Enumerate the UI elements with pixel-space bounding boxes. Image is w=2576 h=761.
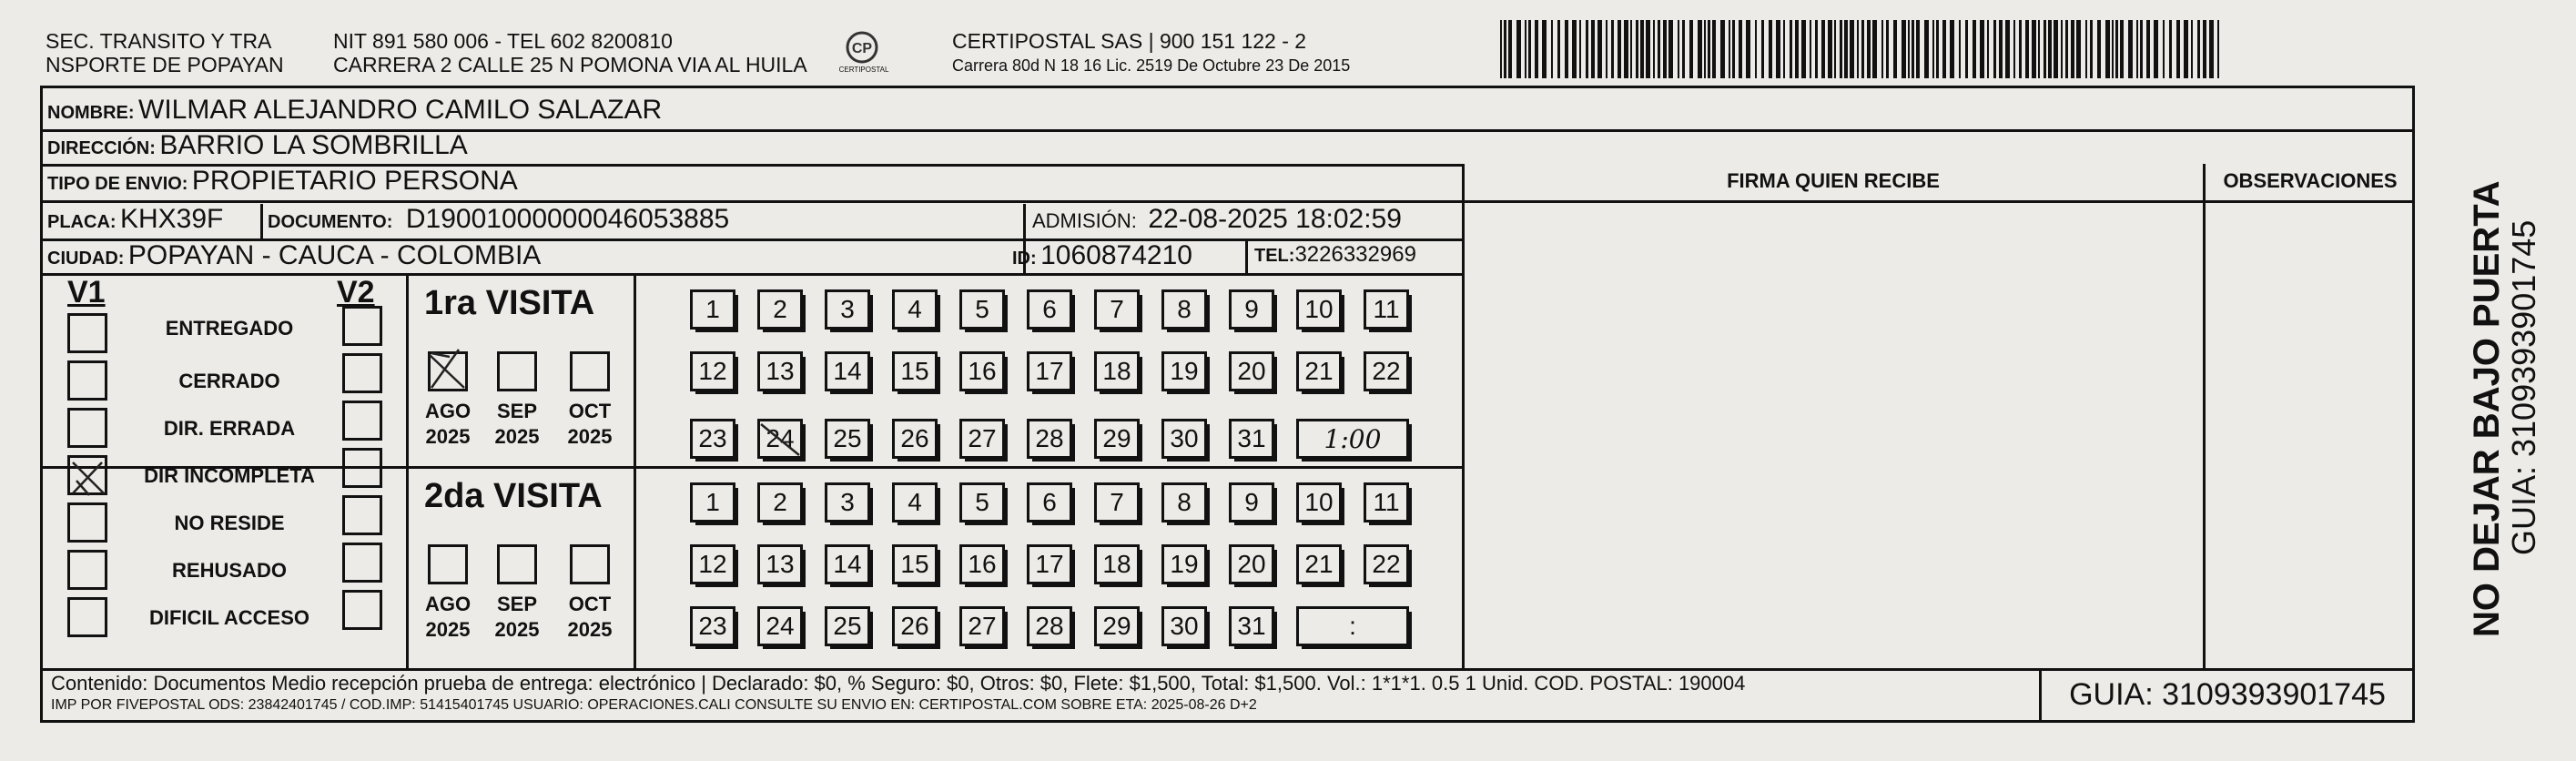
time-box[interactable]: : <box>1296 606 1409 646</box>
name-row <box>47 95 662 126</box>
plate-cell <box>47 204 223 235</box>
day-box[interactable]: 28 <box>1027 419 1072 459</box>
reason-label: DIFICIL ACCESO <box>148 606 309 629</box>
day-box[interactable]: 13 <box>757 544 803 584</box>
year-label: 2025 <box>567 425 613 448</box>
day-box[interactable]: 13 <box>757 351 803 391</box>
v1-checkbox[interactable] <box>67 502 107 543</box>
month-label: OCT <box>568 593 612 615</box>
day-box[interactable]: 8 <box>1161 482 1207 523</box>
day-box[interactable]: 8 <box>1161 289 1207 330</box>
day-box[interactable]: 1 <box>690 482 735 523</box>
day-box[interactable]: 21 <box>1296 544 1342 584</box>
month-label: OCT <box>568 400 612 422</box>
day-box[interactable]: 6 <box>1027 482 1072 523</box>
observations-header: OBSERVACIONES <box>2223 169 2398 192</box>
day-box[interactable]: 23 <box>690 606 735 646</box>
day-box[interactable]: 19 <box>1161 351 1207 391</box>
year-label: 2025 <box>425 618 471 641</box>
logo-text: CERTIPOSTAL <box>838 66 889 74</box>
content-line: Contenido: Documentos Medio recepción prueba de entrega: electrónico | Declarado: $0, % Seguro: $0, Otros: $0, Flete: $1,500, Total: $1,500. Vol.: 1*1*1. 0.5 1 Unid. COD. POSTAL: 190004 <box>51 672 1746 695</box>
day-box[interactable]: 15 <box>892 544 938 584</box>
company-line: CERTIPOSTAL SAS | 900 151 122 - 2 <box>952 29 1307 53</box>
document-label: DOCUMENTO: <box>268 212 393 232</box>
reason-label: DIR INCOMPLETA <box>144 464 315 487</box>
city-value: POPAYAN - CAUCA - COLOMBIA <box>127 240 542 270</box>
id-cell <box>1012 240 1192 271</box>
second-visit-title: 2da VISITA <box>424 477 603 515</box>
day-box[interactable]: 12 <box>690 544 735 584</box>
day-box[interactable]: 14 <box>825 351 870 391</box>
v2-header: V2 <box>337 275 375 309</box>
strike-mark-icon <box>756 417 806 462</box>
day-box[interactable]: 27 <box>959 606 1005 646</box>
type-row <box>47 166 518 197</box>
plate-label: PLACA: <box>47 212 117 232</box>
recipient-address: BARRIO LA SOMBRILLA <box>159 130 468 160</box>
check-mark-icon <box>422 344 473 395</box>
month-label: SEP <box>496 593 538 615</box>
day-box[interactable]: 5 <box>959 289 1005 330</box>
day-box[interactable]: 24 <box>757 606 803 646</box>
v2-checkbox[interactable] <box>342 353 382 393</box>
admission-label: ADMISIÓN: <box>1032 209 1137 232</box>
month-checkbox[interactable] <box>570 351 610 391</box>
day-box[interactable]: 1 <box>690 289 735 330</box>
day-box[interactable]: 17 <box>1027 544 1072 584</box>
day-box[interactable]: 10 <box>1296 289 1342 330</box>
v2-checkbox[interactable] <box>342 306 382 346</box>
svg-text:CP: CP <box>851 41 873 56</box>
license-line: Carrera 80d N 18 16 Lic. 2519 De Octubre 23 De 2015 <box>952 56 1351 75</box>
day-box[interactable]: 27 <box>959 419 1005 459</box>
address-line: CARRERA 2 CALLE 25 N POMONA VIA AL HUILA <box>333 53 807 76</box>
month-checkbox[interactable] <box>497 351 537 391</box>
day-box[interactable]: 15 <box>892 351 938 391</box>
document-value: D19001000000046053885 <box>405 204 730 234</box>
day-box[interactable]: 21 <box>1296 351 1342 391</box>
reason-label: NO RESIDE <box>174 512 285 534</box>
day-box[interactable]: 18 <box>1094 351 1140 391</box>
type-label: TIPO DE ENVIO: <box>47 174 188 194</box>
sender-line-1: SEC. TRANSITO Y TRA <box>46 29 272 53</box>
day-box[interactable]: 30 <box>1161 419 1207 459</box>
city-label: CIUDAD: <box>47 249 125 269</box>
day-box[interactable]: 12 <box>690 351 735 391</box>
day-box[interactable]: 25 <box>825 606 870 646</box>
day-box[interactable]: 16 <box>959 351 1005 391</box>
nit-line: NIT 891 580 006 - TEL 602 8200810 <box>333 29 673 53</box>
day-box[interactable]: 6 <box>1027 289 1072 330</box>
reason-label: DIR. ERRADA <box>163 417 296 440</box>
reason-label: REHUSADO <box>172 559 287 582</box>
day-box[interactable]: 23 <box>690 419 735 459</box>
day-box[interactable]: 3 <box>825 482 870 523</box>
v2-checkbox[interactable] <box>342 495 382 535</box>
day-box[interactable]: 30 <box>1161 606 1207 646</box>
v1-header: V1 <box>67 275 106 309</box>
sender-line-2: NSPORTE DE POPAYAN <box>46 53 284 76</box>
side-text <box>2421 100 2542 637</box>
first-visit-title: 1ra VISITA <box>424 284 595 322</box>
v1-checkbox[interactable] <box>67 408 107 448</box>
day-box[interactable]: 28 <box>1027 606 1072 646</box>
v2-checkbox[interactable] <box>342 401 382 441</box>
reason-label: CERRADO <box>178 370 280 392</box>
tel-label: TEL: <box>1254 246 1295 266</box>
address-label: DIRECCIÓN: <box>47 138 156 158</box>
v1-checkbox[interactable] <box>67 360 107 401</box>
day-box[interactable]: 20 <box>1229 351 1274 391</box>
name-label: NOMBRE: <box>47 103 135 123</box>
year-label: 2025 <box>494 425 540 448</box>
tel-cell <box>1254 242 1416 268</box>
day-box[interactable]: 29 <box>1094 606 1140 646</box>
day-box[interactable]: 26 <box>892 419 938 459</box>
day-box[interactable]: 7 <box>1094 482 1140 523</box>
admission-value: 22-08-2025 18:02:59 <box>1148 204 1402 234</box>
id-value: 1060874210 <box>1040 240 1192 270</box>
v1-checkbox[interactable] <box>67 550 107 590</box>
month-label: SEP <box>496 400 538 422</box>
day-box[interactable]: 2 <box>757 482 803 523</box>
day-box[interactable]: 4 <box>892 482 938 523</box>
v2-checkbox[interactable] <box>342 590 382 630</box>
day-box[interactable]: 10 <box>1296 482 1342 523</box>
time-box[interactable]: 1:00 <box>1296 419 1409 459</box>
no-dejar-warning: NO DEJAR BAJO PUERTA <box>2467 180 2507 637</box>
barcode <box>1500 20 2226 78</box>
signature-header: FIRMA QUIEN RECIBE <box>1727 169 1940 192</box>
guia-box: GUIA: 3109393901745 <box>2069 677 2386 712</box>
year-label: 2025 <box>425 425 471 448</box>
v2-checkbox[interactable] <box>342 448 382 488</box>
day-box[interactable]: 18 <box>1094 544 1140 584</box>
month-checkbox[interactable] <box>497 544 537 584</box>
admission-cell <box>1032 204 1402 235</box>
signature-area[interactable] <box>1465 204 2201 666</box>
month-label: AGO <box>424 400 472 422</box>
month-checkbox[interactable] <box>428 544 468 584</box>
city-cell <box>47 240 541 271</box>
day-box[interactable]: 29 <box>1094 419 1140 459</box>
certipostal-logo <box>836 27 888 80</box>
day-box[interactable]: 14 <box>825 544 870 584</box>
day-box[interactable]: 26 <box>892 606 938 646</box>
month-label: AGO <box>424 593 472 615</box>
shipment-type: PROPIETARIO PERSONA <box>191 166 518 196</box>
day-box[interactable]: 20 <box>1229 544 1274 584</box>
document-cell <box>268 204 729 235</box>
day-box[interactable]: 31 <box>1229 419 1274 459</box>
v1-checkbox[interactable] <box>67 313 107 353</box>
address-row <box>47 130 468 161</box>
month-checkbox[interactable] <box>570 544 610 584</box>
day-box[interactable]: 31 <box>1229 606 1274 646</box>
day-box[interactable]: 5 <box>959 482 1005 523</box>
day-box[interactable]: 4 <box>892 289 938 330</box>
day-box[interactable]: 19 <box>1161 544 1207 584</box>
imp-line: IMP POR FIVEPOSTAL ODS: 23842401745 / COD.IMP: 51415401745 USUARIO: OPERACIONES.CALI CONSULTE SU ENVIO EN: CERTIPOSTAL.COM SOBRE ETA: 2025-08-26 D+2 <box>51 697 1257 713</box>
year-label: 2025 <box>567 618 613 641</box>
v2-checkbox[interactable] <box>342 543 382 583</box>
day-box[interactable]: 22 <box>1364 544 1409 584</box>
day-box[interactable]: 2 <box>757 289 803 330</box>
plate-value: KHX39F <box>120 204 224 234</box>
day-box[interactable]: 24 <box>757 419 803 459</box>
day-box[interactable]: 3 <box>825 289 870 330</box>
reason-label: ENTREGADO <box>165 317 294 340</box>
day-box[interactable]: 17 <box>1027 351 1072 391</box>
year-label: 2025 <box>494 618 540 641</box>
day-box[interactable]: 11 <box>1364 289 1409 330</box>
day-box[interactable]: 7 <box>1094 289 1140 330</box>
day-box[interactable]: 9 <box>1229 482 1274 523</box>
id-label: ID: <box>1012 249 1037 269</box>
tel-value: 3226332969 <box>1294 242 1416 267</box>
recipient-name: WILMAR ALEJANDRO CAMILO SALAZAR <box>138 95 663 125</box>
day-box[interactable]: 9 <box>1229 289 1274 330</box>
day-box[interactable]: 25 <box>825 419 870 459</box>
day-box[interactable]: 16 <box>959 544 1005 584</box>
side-guia: GUIA: 3109393901745 <box>2505 219 2542 555</box>
day-box[interactable]: 22 <box>1364 351 1409 391</box>
observations-area[interactable] <box>2206 204 2412 666</box>
v1-checkbox[interactable] <box>67 597 107 637</box>
check-mark-icon <box>67 455 113 501</box>
day-box[interactable]: 11 <box>1364 482 1409 523</box>
